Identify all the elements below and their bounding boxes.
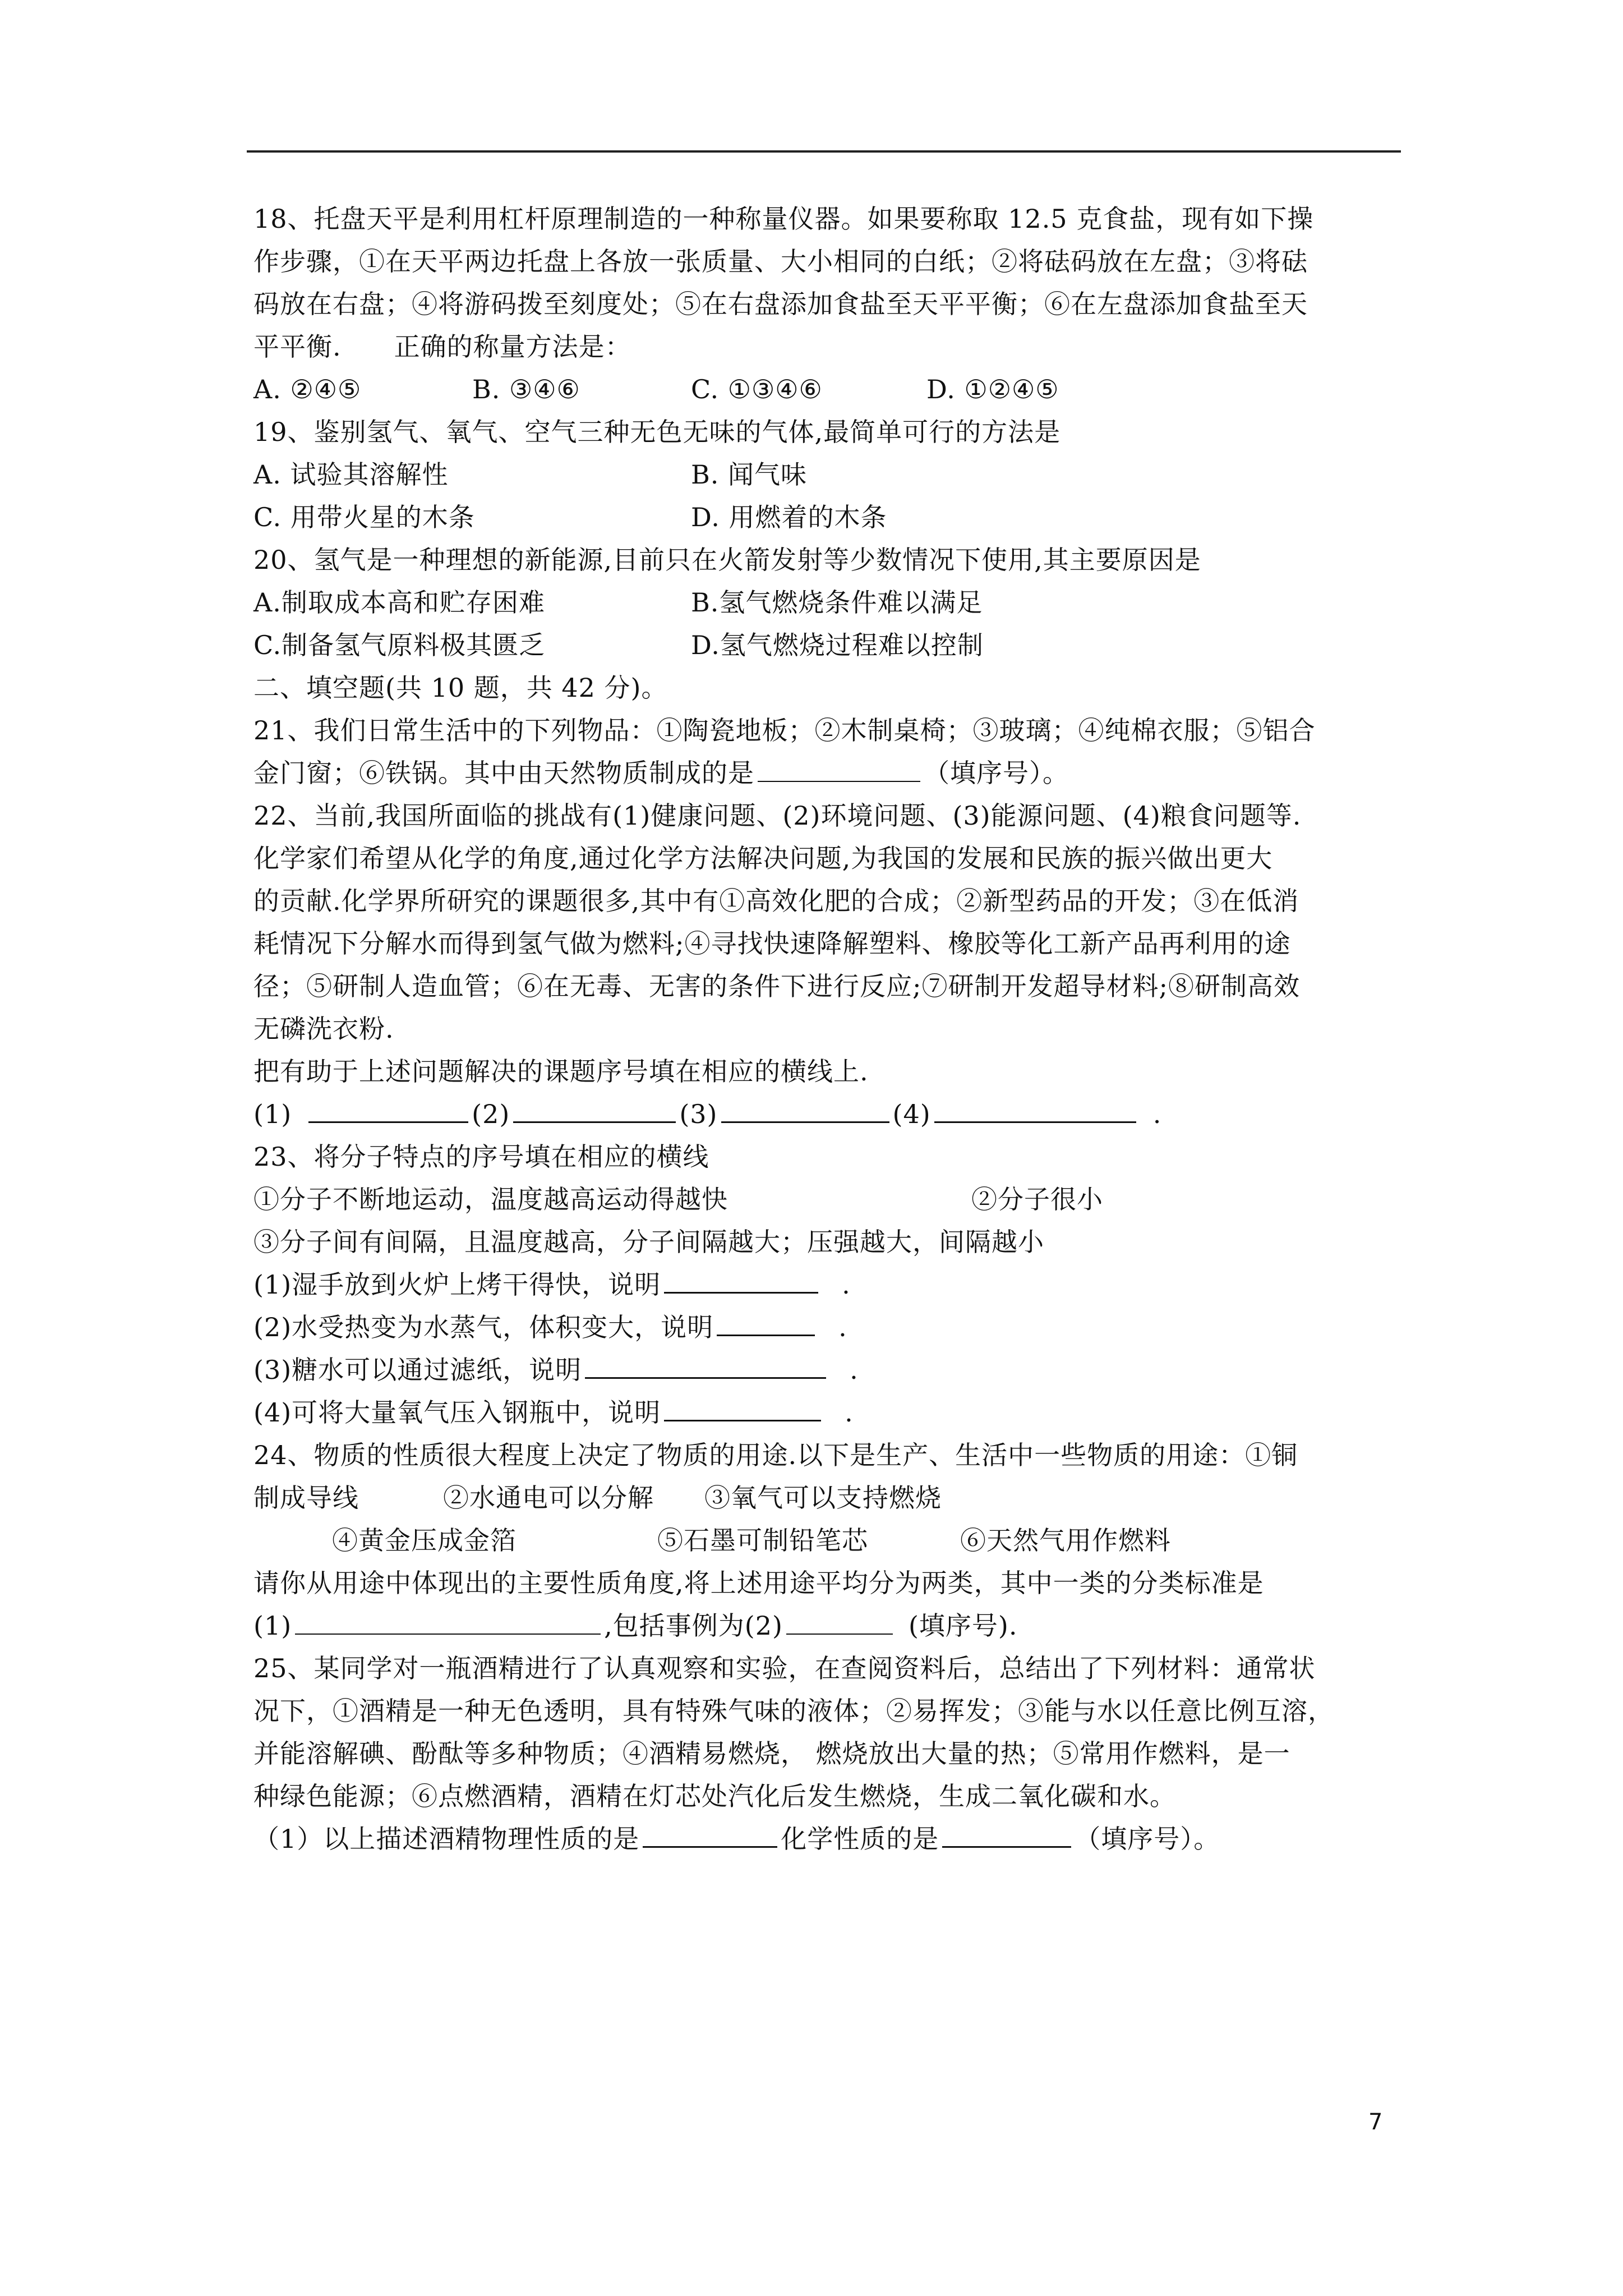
q18-option-a: A. ②④⑤ (253, 374, 362, 404)
q23-feature-3: ③分子间有间隔，且温度越高，分子间隔越大；压强越大，间隔越小 (253, 1227, 1044, 1257)
q19-option-a: A. 试验其溶解性 (253, 459, 449, 490)
q21-line-2-suffix: （填序号）。 (924, 758, 1069, 788)
q22-blank-1[interactable] (308, 1093, 468, 1123)
q24-blank-1[interactable] (295, 1605, 601, 1635)
q22-label-1: (1) (253, 1099, 292, 1129)
q20-options-row-2 (253, 624, 1403, 666)
q18-options (253, 368, 1403, 411)
q24-line-4: 请你从用途中体现出的主要性质角度,将上述用途平均分为两类，其中一类的分类标准是 (253, 1568, 1264, 1598)
q25-sub-1-mid: 化学性质的是 (781, 1824, 939, 1854)
exam-content (253, 197, 1403, 1860)
q24-use-3: ③氧气可以支持燃烧 (704, 1483, 942, 1513)
q23-item-1-end: . (842, 1269, 851, 1300)
q23-item-3-blank[interactable] (585, 1349, 826, 1379)
q21-line-1: 21、我们日常生活中的下列物品：①陶瓷地板；②木制桌椅；③玻璃；④纯棉衣服；⑤铝合 (253, 715, 1316, 746)
q20-option-a: A.制取成本高和贮存困难 (253, 587, 545, 618)
q24-line-5 (253, 1604, 1403, 1647)
q25-sub-1-text: （1）以上描述酒精物理性质的是 (253, 1824, 640, 1854)
q23-features-row-1 (253, 1178, 1403, 1221)
q18-option-b: B. ③④⑥ (472, 374, 580, 404)
q19-options-row-1 (253, 453, 1403, 496)
q24-line-5-end: (填序号). (908, 1611, 1018, 1641)
q22-blank-4[interactable] (934, 1093, 1136, 1123)
q24-line-2 (253, 1476, 1403, 1519)
q23-item-3-end: . (850, 1355, 859, 1385)
q23-item-2-end: . (838, 1312, 847, 1342)
q18-option-d: D. ①②④⑤ (926, 374, 1059, 404)
q19-option-c: C. 用带火星的木条 (253, 502, 475, 532)
q21-answer-blank[interactable] (758, 753, 920, 782)
q22-line-1: 22、当前,我国所面临的挑战有(1)健康问题、(2)环境问题、(3)能源问题、(4)粮食问题等. (253, 800, 1302, 831)
q23-item-1-text: (1)湿手放到火炉上烤干得快，说明 (253, 1269, 661, 1300)
q22-end-period: . (1152, 1099, 1162, 1129)
q20-option-d: D.氢气燃烧过程难以控制 (691, 630, 984, 660)
q23-item-4-text: (4)可将大量氧气压入钢瓶中，说明 (253, 1397, 661, 1428)
q23-item-1 (253, 1263, 1403, 1306)
q18-line-2: 作步骤，①在天平两边托盘上各放一张质量、大小相同的白纸；②将砝码放在左盘；③将砝 (253, 246, 1308, 277)
q18-line-4: 平平衡. 正确的称量方法是： (253, 332, 631, 362)
q18-line-1: 18、托盘天平是利用杠杆原理制造的一种称量仪器。如果要称取 12.5 克食盐，现有如下操 (253, 204, 1314, 234)
q24-line-1: 24、物质的性质很大程度上决定了物质的用途.以下是生产、生活中一些物质的用途：①铜 (253, 1440, 1298, 1470)
q24-blank-2[interactable] (786, 1605, 893, 1635)
q25-line-3: 并能溶解碘、酚酞等多种物质；④酒精易燃烧， 燃烧放出大量的热；⑤常用作燃料，是一 (253, 1738, 1290, 1769)
q20-stem: 20、氢气是一种理想的新能源,目前只在火箭发射等少数情况下使用,其主要原因是 (253, 545, 1201, 575)
q23-item-4-blank[interactable] (664, 1392, 821, 1421)
q20-options-row-1 (253, 581, 1403, 624)
page-number: 7 (1368, 2109, 1383, 2135)
q25-line-2: 况下，①酒精是一种无色透明，具有特殊气味的液体；②易挥发；③能与水以任意比例互溶， (253, 1696, 1334, 1726)
q22-line-6: 无磷洗衣粉. (253, 1014, 394, 1044)
q20-option-b: B.氢气燃烧条件难以满足 (691, 587, 983, 618)
q22-line-3: 的贡献.化学界所研究的课题很多,其中有①高效化肥的合成；②新型药品的开发；③在低消 (253, 886, 1299, 916)
section-2-heading: 二、填空题(共 10 题，共 42 分)。 (253, 673, 668, 703)
q22-blank-3[interactable] (721, 1093, 889, 1123)
q24-line-5-mid: ,包括事例为(2) (604, 1611, 783, 1641)
q24-use-6: ⑥天然气用作燃料 (960, 1525, 1171, 1556)
q24-use-5: ⑤石墨可制铅笔芯 (657, 1525, 868, 1556)
q23-feature-1: ①分子不断地运动，温度越高运动得越快 (253, 1184, 728, 1214)
q25-sub-1-end: （填序号）。 (1075, 1824, 1220, 1854)
q23-feature-2: ②分子很小 (971, 1184, 1103, 1214)
q25-line-4: 种绿色能源；⑥点燃酒精，酒精在灯芯处汽化后发生燃烧，生成二氧化碳和水。 (253, 1781, 1176, 1811)
q25-physical-blank[interactable] (643, 1818, 777, 1848)
q22-blank-2[interactable] (513, 1093, 676, 1123)
q25-sub-1 (253, 1818, 1403, 1860)
q25-chemical-blank[interactable] (942, 1818, 1071, 1848)
q24-use-2: ②水通电可以分解 (443, 1483, 654, 1513)
q23-item-4-end: . (845, 1397, 854, 1428)
q18-line-3: 码放在右盘；④将游码拨至刻度处；⑤在右盘添加食盐至天平平衡；⑥在左盘添加食盐至天 (253, 289, 1308, 319)
q23-item-2 (253, 1306, 1403, 1349)
header-rule (247, 150, 1401, 153)
q20-option-c: C.制备氢气原料极其匮乏 (253, 630, 546, 660)
q22-line-4: 耗情况下分解水而得到氢气做为燃料;④寻找快速降解塑料、橡胶等化工新产品再利用的途 (253, 928, 1291, 959)
q23-item-3-text: (3)糖水可以通过滤纸，说明 (253, 1355, 582, 1385)
q21-line-2 (253, 752, 1403, 794)
q18-option-c: C. ①③④⑥ (691, 374, 823, 404)
q22-line-2: 化学家们希望从化学的角度,通过化学方法解决问题,为我国的发展和民族的振兴做出更大 (253, 843, 1273, 873)
q24-line-3 (253, 1519, 1403, 1562)
q24-use-4: ④黄金压成金箔 (332, 1525, 517, 1556)
q22-line-5: 径；⑤研制人造血管；⑥在无毒、无害的条件下进行反应;⑦研制开发超导材料;⑧研制高效 (253, 971, 1300, 1001)
q25-line-1: 25、某同学对一瓶酒精进行了认真观察和实验，在查阅资料后，总结出了下列材料：通常状 (253, 1653, 1316, 1683)
q23-item-3 (253, 1349, 1403, 1391)
q23-item-4 (253, 1391, 1403, 1434)
q21-line-2-text: 金门窗；⑥铁锅。其中由天然物质制成的是 (253, 758, 754, 788)
q23-item-2-blank[interactable] (717, 1306, 815, 1336)
q23-item-1-blank[interactable] (664, 1264, 818, 1294)
q22-blanks-row (253, 1093, 1403, 1135)
q19-option-b: B. 闻气味 (691, 459, 808, 490)
q24-label-1: (1) (253, 1611, 292, 1641)
q24-use-1-cont: 制成导线 (253, 1483, 359, 1513)
q22-label-4: (4) (892, 1099, 931, 1129)
q19-option-d: D. 用燃着的木条 (691, 502, 887, 532)
q23-item-2-text: (2)水受热变为水蒸气，体积变大，说明 (253, 1312, 714, 1342)
q19-options-row-2 (253, 496, 1403, 539)
q22-label-2: (2) (472, 1099, 510, 1129)
q19-stem: 19、鉴别氢气、氧气、空气三种无色无味的气体,最简单可行的方法是 (253, 417, 1061, 447)
q22-instruction: 把有助于上述问题解决的课题序号填在相应的横线上. (253, 1056, 869, 1087)
q22-label-3: (3) (679, 1099, 718, 1129)
q23-stem: 23、将分子特点的序号填在相应的横线 (253, 1142, 709, 1172)
